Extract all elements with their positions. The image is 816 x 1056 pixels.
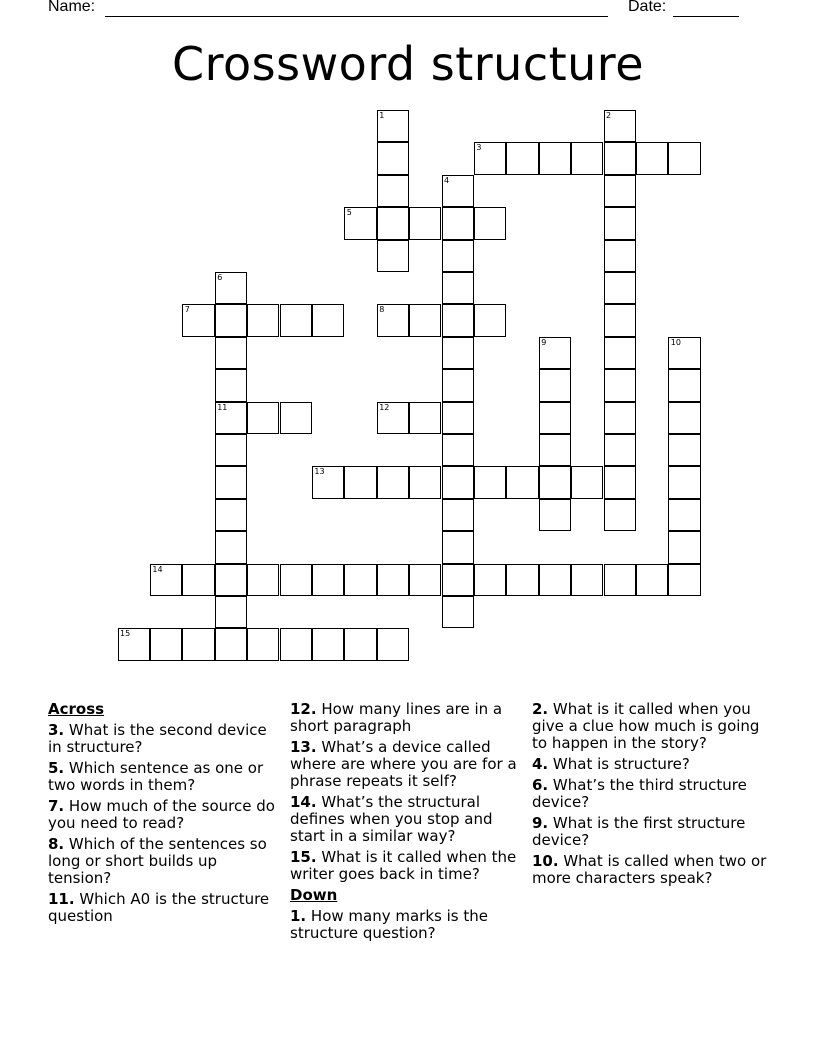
grid-cell[interactable] — [215, 337, 247, 369]
grid-cell[interactable] — [215, 466, 247, 498]
grid-cell[interactable] — [604, 240, 636, 272]
grid-cell[interactable] — [377, 304, 409, 336]
grid-cell[interactable] — [442, 466, 474, 498]
grid-cell[interactable] — [344, 466, 376, 498]
clue-number: 11 — [217, 402, 228, 412]
grid-cell[interactable] — [539, 466, 571, 498]
grid-cell[interactable] — [215, 596, 247, 628]
grid-cell[interactable] — [409, 304, 441, 336]
grid-cell[interactable] — [539, 499, 571, 531]
grid-cell[interactable] — [409, 402, 441, 434]
grid-cell[interactable] — [636, 142, 668, 174]
down-clue-9: 9. What is the first structure device? — [532, 814, 746, 849]
grid-cell[interactable] — [474, 207, 506, 239]
across-clue-8: 8. Which of the sentences so long or short builds up tension? — [48, 835, 267, 887]
grid-cell[interactable] — [182, 564, 214, 596]
grid-cell[interactable] — [377, 175, 409, 207]
grid-cell[interactable] — [474, 304, 506, 336]
clue-number: 10 — [670, 337, 681, 347]
grid-cell[interactable] — [215, 304, 247, 336]
grid-cell[interactable] — [668, 369, 700, 401]
grid-cell[interactable] — [312, 628, 344, 660]
grid-cell[interactable] — [474, 466, 506, 498]
grid-cell[interactable] — [668, 434, 700, 466]
grid-cell[interactable] — [377, 466, 409, 498]
grid-cell[interactable] — [668, 564, 700, 596]
name-label: Name: — [48, 0, 96, 15]
grid-cell[interactable] — [442, 240, 474, 272]
grid-cell[interactable] — [604, 207, 636, 239]
grid-cell[interactable] — [442, 337, 474, 369]
grid-cell[interactable] — [247, 564, 279, 596]
grid-cell[interactable] — [150, 628, 182, 660]
grid-cell[interactable] — [474, 142, 506, 174]
grid-cell[interactable] — [474, 564, 506, 596]
grid-cell[interactable] — [539, 402, 571, 434]
grid-cell[interactable] — [442, 402, 474, 434]
grid-cell[interactable] — [604, 402, 636, 434]
grid-cell[interactable] — [442, 207, 474, 239]
clue-number: 6 — [217, 273, 223, 282]
clues-column-1 — [48, 701, 280, 929]
grid-cell[interactable] — [442, 499, 474, 531]
grid-cell[interactable] — [668, 499, 700, 531]
grid-cell[interactable] — [118, 628, 150, 660]
grid-cell[interactable] — [215, 402, 247, 434]
date-label: Date: — [628, 0, 667, 15]
grid-cell[interactable] — [604, 110, 636, 142]
clue-number: 12 — [379, 402, 390, 412]
across-clue-7: 7. How much of the source do you need to read? — [48, 797, 275, 832]
grid-cell[interactable] — [668, 402, 700, 434]
across-clue-14: 14. What’s the structural defines when you stop and start in a similar way? — [290, 793, 493, 845]
grid-cell[interactable] — [668, 531, 700, 563]
grid-cell[interactable] — [409, 466, 441, 498]
grid-cell[interactable] — [215, 272, 247, 304]
across-clue-5: 5. Which sentence as one or two words in them? — [48, 759, 264, 794]
grid-cell[interactable] — [215, 499, 247, 531]
grid-cell[interactable] — [280, 628, 312, 660]
grid-cell[interactable] — [247, 402, 279, 434]
page-title: Crossword structure — [171, 37, 645, 91]
across-clue-12: 12. How many lines are in a short paragraph — [290, 700, 503, 735]
grid-cell[interactable] — [539, 142, 571, 174]
clue-number: 7 — [184, 305, 190, 315]
down-clue-6: 6. What’s the third structure device? — [532, 776, 747, 811]
grid-cell[interactable] — [506, 142, 538, 174]
grid-cell[interactable] — [150, 564, 182, 596]
clue-number: 3 — [476, 143, 482, 153]
grid-cell[interactable] — [280, 564, 312, 596]
grid-cell[interactable] — [571, 466, 603, 498]
grid-cell[interactable] — [182, 628, 214, 660]
grid-cell[interactable] — [344, 207, 376, 239]
grid-cell[interactable] — [506, 466, 538, 498]
down-heading: Down — [290, 886, 338, 904]
grid-cell[interactable] — [377, 402, 409, 434]
grid-cell[interactable] — [377, 207, 409, 239]
grid-cell[interactable] — [442, 369, 474, 401]
clue-number: 14 — [152, 564, 163, 574]
grid-cell[interactable] — [604, 272, 636, 304]
grid-cell[interactable] — [377, 142, 409, 174]
grid-cell[interactable] — [571, 564, 603, 596]
grid-cell[interactable] — [377, 564, 409, 596]
grid-cell[interactable] — [539, 369, 571, 401]
grid-cell[interactable] — [442, 596, 474, 628]
grid-cell[interactable] — [409, 207, 441, 239]
grid-cell[interactable] — [506, 564, 538, 596]
across-clue-3: 3. What is the second device in structure? — [48, 721, 267, 756]
grid-cell[interactable] — [280, 304, 312, 336]
grid-cell[interactable] — [409, 564, 441, 596]
grid-cell[interactable] — [668, 337, 700, 369]
grid-cell[interactable] — [182, 304, 214, 336]
grid-cell[interactable] — [604, 142, 636, 174]
clues-column-3 — [532, 701, 772, 891]
grid-cell[interactable] — [215, 369, 247, 401]
clue-number: 13 — [314, 467, 325, 477]
down-clue-2: 2. What is it called when you give a clue how much is going to happen in the story? — [532, 700, 760, 752]
grid-cell[interactable] — [604, 304, 636, 336]
grid-cell[interactable] — [215, 531, 247, 563]
grid-cell[interactable] — [442, 564, 474, 596]
grid-cell[interactable] — [604, 564, 636, 596]
grid-cell[interactable] — [280, 402, 312, 434]
grid-cell[interactable] — [539, 337, 571, 369]
grid-cell[interactable] — [604, 369, 636, 401]
clues-column-2 — [290, 701, 522, 946]
grid-cell[interactable] — [377, 110, 409, 142]
clue-number: 4 — [444, 175, 450, 185]
down-clue-10: 10. What is called when two or more characters speak? — [532, 852, 767, 887]
grid-cell[interactable] — [247, 304, 279, 336]
grid-cell[interactable] — [215, 628, 247, 660]
clue-number: 5 — [346, 208, 352, 218]
grid-cell[interactable] — [247, 628, 279, 660]
grid-cell[interactable] — [668, 142, 700, 174]
grid-cell[interactable] — [442, 175, 474, 207]
grid-cell[interactable] — [442, 272, 474, 304]
down-clue-1: 1. How many marks is the structure question? — [290, 907, 488, 942]
grid-cell[interactable] — [344, 564, 376, 596]
grid-cell[interactable] — [312, 564, 344, 596]
grid-cell[interactable] — [604, 175, 636, 207]
grid-cell[interactable] — [539, 434, 571, 466]
grid-cell[interactable] — [442, 304, 474, 336]
grid-cell[interactable] — [215, 434, 247, 466]
grid-cell[interactable] — [215, 564, 247, 596]
grid-cell[interactable] — [604, 434, 636, 466]
clue-number: 9 — [541, 337, 547, 347]
grid-cell[interactable] — [442, 434, 474, 466]
clue-number: 1 — [379, 111, 385, 120]
grid-cell[interactable] — [377, 240, 409, 272]
across-clue-11: 11. Which A0 is the structure question — [48, 890, 270, 925]
grid-cell[interactable] — [604, 499, 636, 531]
grid-cell[interactable] — [604, 466, 636, 498]
clue-number: 15 — [120, 629, 131, 639]
grid-cell[interactable] — [668, 466, 700, 498]
across-clue-15: 15. What is it called when the writer goes back in time? — [290, 848, 517, 883]
grid-cell[interactable] — [604, 337, 636, 369]
clue-number: 8 — [379, 305, 385, 315]
grid-cell[interactable] — [312, 466, 344, 498]
down-clue-4: 4. What is structure? — [532, 755, 690, 773]
across-clue-13: 13. What’s a device called where are where you are for a phrase repeats it self? — [290, 738, 517, 790]
across-heading: Across — [48, 700, 105, 718]
grid-cell[interactable] — [571, 142, 603, 174]
grid-cell[interactable] — [377, 628, 409, 660]
clue-number: 2 — [606, 111, 612, 120]
grid-cell[interactable] — [442, 531, 474, 563]
grid-cell[interactable] — [539, 564, 571, 596]
grid-cell[interactable] — [636, 564, 668, 596]
grid-cell[interactable] — [312, 304, 344, 336]
grid-cell[interactable] — [344, 628, 376, 660]
